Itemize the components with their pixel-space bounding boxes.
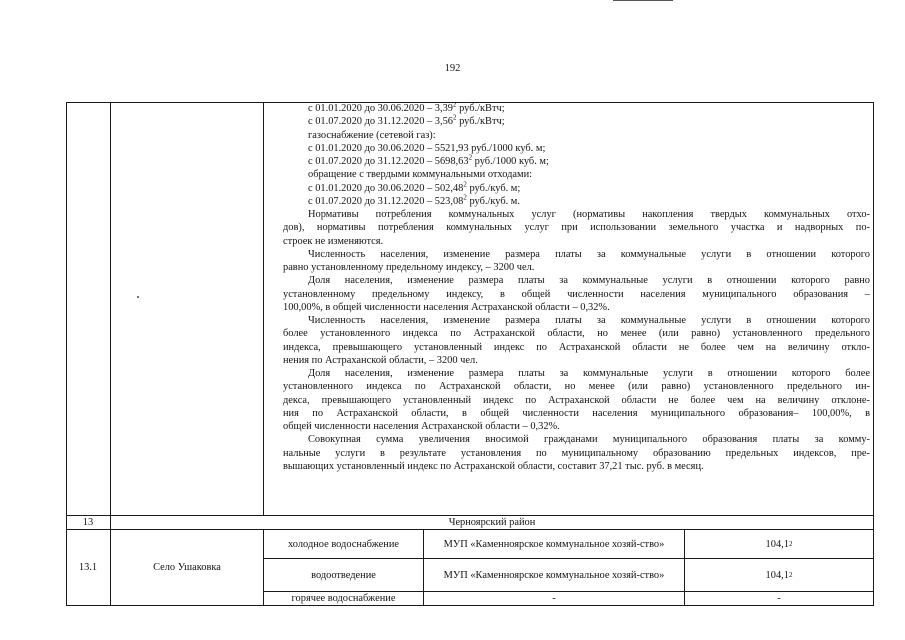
table-border-right [873,102,874,606]
text-line [283,195,870,208]
text-line [283,433,870,446]
text-line-main: с 01.07.2020 до 31.12.2020 – 523,08 [308,195,464,207]
text-line-main: декса, превышающего установленный индекс по Астраханской области не более чем на величину отклоне- [283,394,870,406]
text-line [283,274,870,287]
text-line-main: с 01.07.2020 до 31.12.2020 – 5698,63 [308,156,469,167]
text-line [283,288,870,301]
column-divider [263,102,264,515]
footnote-mark: 2 [468,153,473,162]
text-line-main: нальные услуги в результате установления по муниципальному образованию предельных индексов, пре- [283,447,870,459]
settlement-name: Село Ушаковка [153,562,221,573]
text-line-main: установленного индекса по Астраханской области, но менее (или равно) установленного предельного ин- [283,381,870,393]
text-line-suffix: руб./куб. м; [466,182,521,194]
text-line-suffix: руб./кВтч; [456,116,505,128]
text-line-main: установленному предельному индексу, в общей численности населения муниципального образования – [283,288,870,300]
text-line [283,460,870,473]
text-line-main: нения по Астраханской области, – 3200 чел. [283,354,478,366]
text-line [283,447,870,460]
text-line [283,327,870,340]
price-index-value: 104,1 [765,538,789,550]
text-line-main: 100,00%, в общей численности населения Астраханской области – 0,32%. [283,301,610,313]
text-line-suffix: руб./1000 куб. м; [472,156,549,167]
district-name: Черноярский район [448,517,536,528]
text-line-main: с 01.01.2020 до 30.06.2020 – 3,39 [308,103,453,114]
text-line [283,420,870,433]
text-line [283,407,870,420]
text-line-main: Доля населения, изменение размера платы за коммунальные услуги в отношении которого равно [308,275,870,287]
service-provider: МУП «Каменноярское коммунальное хозяй-ство» [443,538,665,550]
district-number: 13 [82,517,94,528]
text-line-main: вышающих установленный индекс по Астраханской области, составит 37,21 тыс. руб. в месяц. [283,460,704,472]
text-line-main: более установленного индекса по Астраханской области, но менее (или равно) установленного предельного [283,328,870,340]
text-line-main: ния по Астраханской области, в общей численности населения муниципального образования– 100,00%, в [283,407,870,419]
price-index: 104,1 2 [765,538,793,550]
text-line-main: Численность населения, изменение размера платы за коммунальные услуги в отношении которого [308,248,870,260]
service-provider: - [552,593,556,604]
text-line [283,341,870,354]
text-line [283,248,870,261]
text-line [283,301,870,314]
text-line [283,261,870,274]
price-index: 104,1 2 [765,569,793,581]
text-line [283,142,870,155]
price-index-value: - [777,593,781,604]
footnote-mark: 2 [452,102,457,109]
text-line-main: индекса, превышающего установленный индекс по Астраханской области не более чем на величину откло- [283,341,870,353]
text-line [283,102,870,115]
text-line [283,115,870,128]
text-line-main: общей численности населения Астраханской области – 0,32%. [283,421,560,432]
service-name: холодное водоснабжение [288,538,399,550]
text-line-main: Доля населения, изменение размера платы за коммунальные услуги в отношении которого более [308,368,870,379]
text-line-suffix: руб./кВтч; [456,103,505,114]
text-line [283,367,870,380]
text-line-main: равно установленному предельному индексу, – 3200 чел. [283,262,535,273]
text-line-main: газоснабжение (сетевой газ): [308,129,436,141]
text-line-main: строек не изменяются. [283,235,384,247]
text-line-main: с 01.01.2020 до 30.06.2020 – 502,48 [308,182,464,194]
header-rule [613,0,673,1]
stray-mark [137,296,139,298]
text-line [283,221,870,234]
service-name: горячее водоснабжение [291,593,396,604]
price-index [685,592,873,605]
text-line-main: Численность населения, изменение размера платы за коммунальные услуги в отношении которого [308,315,870,326]
text-line-main: обращение с твердыми коммунальными отходами: [308,169,533,181]
text-line [283,208,870,221]
text-line-main: Совокупная сумма увеличения вносимой гражданами муниципального образования платы за комму- [308,434,870,446]
text-line [283,168,870,181]
column-divider [110,102,111,515]
page-number: 192 [444,63,461,74]
text-line [283,394,870,407]
text-line [283,235,870,248]
text-line [283,182,870,195]
text-line [283,314,870,327]
text-line [283,380,870,393]
tariff-table [66,102,874,606]
text-line-main: Нормативы потребления коммунальных услуг (нормативы накопления твердых коммунальных отхо- [308,209,870,220]
text-line [283,354,870,367]
settlement-number: 13.1 [78,562,98,573]
footnote-mark: 2 [463,180,467,189]
table-border-bottom [66,605,874,606]
text-line [283,129,870,142]
service-name: водоотведение [311,569,376,581]
footnote-mark: 2 [463,193,467,202]
text-line-suffix: руб./куб. м. [466,195,520,207]
price-index-value: 104,1 [765,569,789,581]
text-line-main: дов), нормативы потребления коммунальных услуг при использовании земельного участка и надворных по- [283,222,870,234]
description-text [283,102,870,515]
service-provider: МУП «Каменноярское коммунальное хозяй-ство» [443,569,665,581]
text-line-main: с 01.01.2020 до 30.06.2020 – 5521,93 руб./1000 куб. м; [308,142,546,154]
footnote-mark: 2 [452,113,457,122]
text-line [283,155,870,168]
text-line-main: с 01.07.2020 до 31.12.2020 – 3,56 [308,116,453,128]
